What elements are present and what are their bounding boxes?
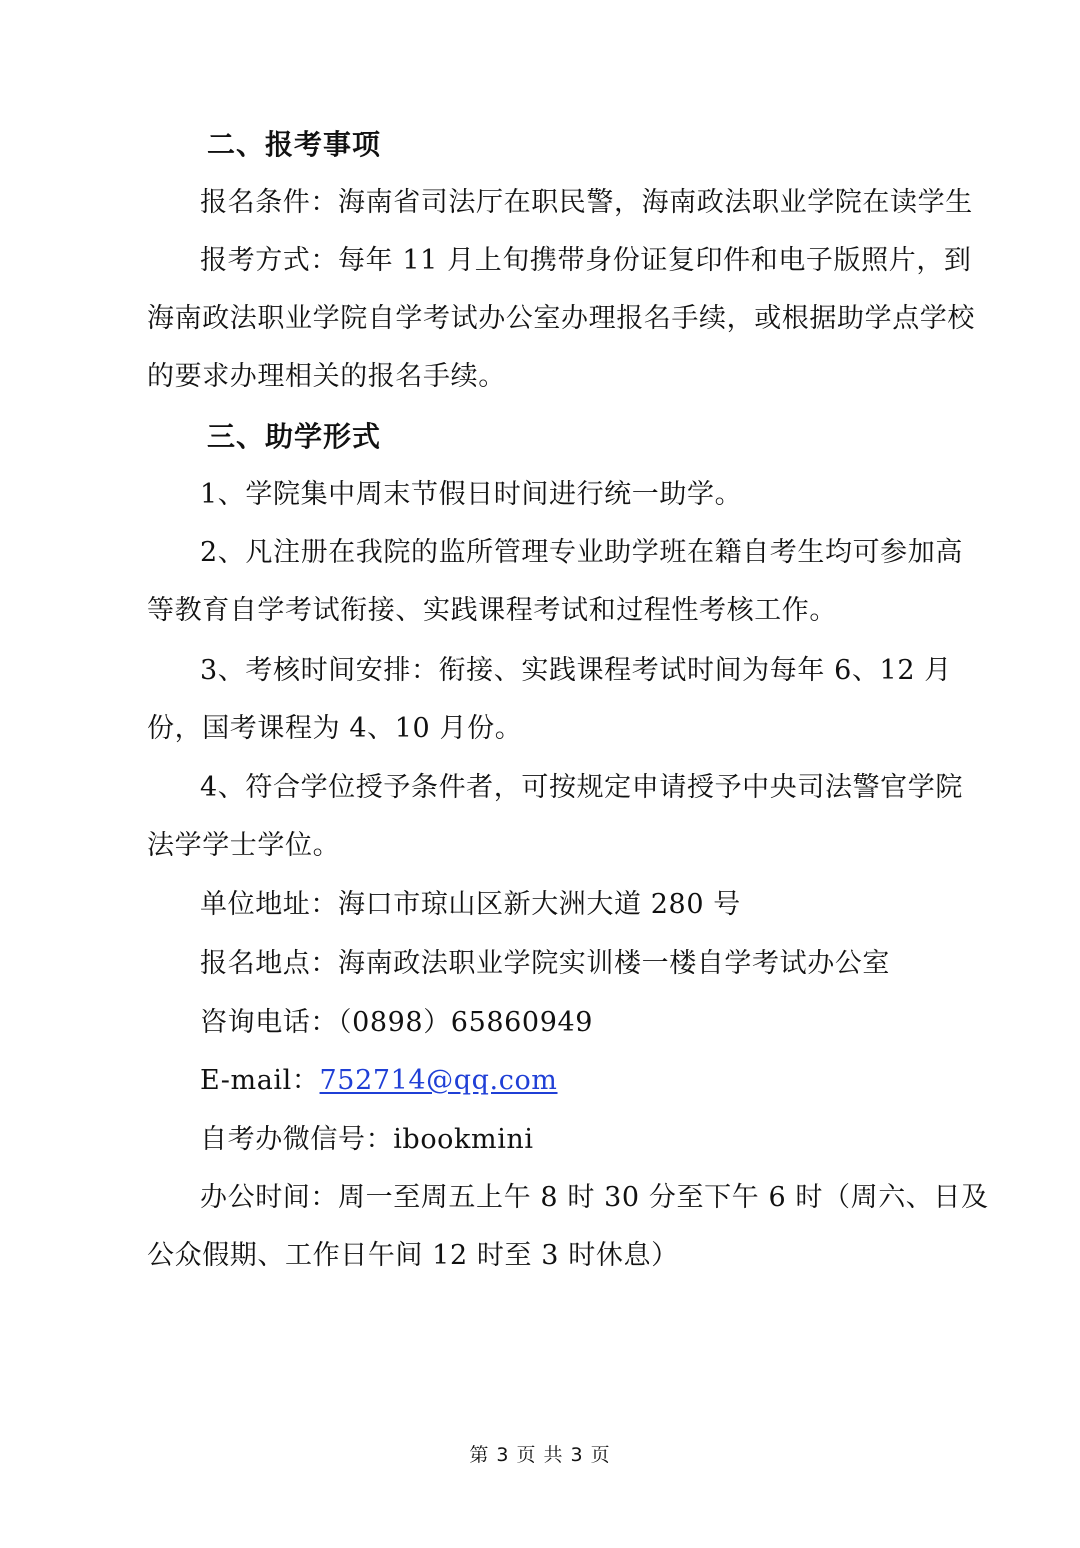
application-method-line-1: 报考方式：每年 11 月上旬携带身份证复印件和电子版照片，到 <box>200 245 972 276</box>
tutoring-item-1: 1、学院集中周末节假日时间进行统一助学。 <box>200 479 743 510</box>
address-line: 单位地址：海口市琼山区新大洲大道 280 号 <box>200 889 741 920</box>
office-hours-line-2: 公众假期、工作日午间 12 时至 3 时休息） <box>147 1240 679 1271</box>
section-heading-application-matters: 二、报考事项 <box>207 128 382 161</box>
tutoring-item-3-line-2: 份，国考课程为 4、10 月份。 <box>147 713 523 744</box>
application-method-line-3: 的要求办理相关的报名手续。 <box>147 361 506 392</box>
tutoring-item-2-line-1: 2、凡注册在我院的监所管理专业助学班在籍自考生均可参加高 <box>200 537 963 568</box>
email-line <box>200 1064 558 1098</box>
tutoring-item-3-line-1: 3、考核时间安排：衔接、实践课程考试时间为每年 6、12 月 <box>200 655 952 686</box>
page-number-footer: 第 3 页 共 3 页 <box>469 1444 611 1466</box>
registration-conditions: 报名条件：海南省司法厅在职民警，海南政法职业学院在读学生 <box>200 187 973 218</box>
application-method-line-2: 海南政法职业学院自学考试办公室办理报名手续，或根据助学点学校 <box>147 303 975 334</box>
email-link[interactable]: 752714@qq.com <box>319 1065 558 1096</box>
section-heading-tutoring-format: 三、助学形式 <box>207 420 382 453</box>
office-hours-line-1: 办公时间：周一至周五上午 8 时 30 分至下午 6 时（周六、日及 <box>200 1182 989 1213</box>
tutoring-item-4-line-1: 4、符合学位授予条件者，可按规定申请授予中央司法警官学院 <box>200 772 963 803</box>
tutoring-item-4-line-2: 法学学士学位。 <box>147 830 341 861</box>
phone-line: 咨询电话：（0898）65860949 <box>200 1007 594 1038</box>
wechat-line: 自考办微信号：ibookmini <box>200 1124 534 1155</box>
registration-place-line: 报名地点：海南政法职业学院实训楼一楼自学考试办公室 <box>200 948 890 979</box>
email-label: E-mail： <box>200 1065 320 1096</box>
tutoring-item-2-line-2: 等教育自学考试衔接、实践课程考试和过程性考核工作。 <box>147 595 837 626</box>
